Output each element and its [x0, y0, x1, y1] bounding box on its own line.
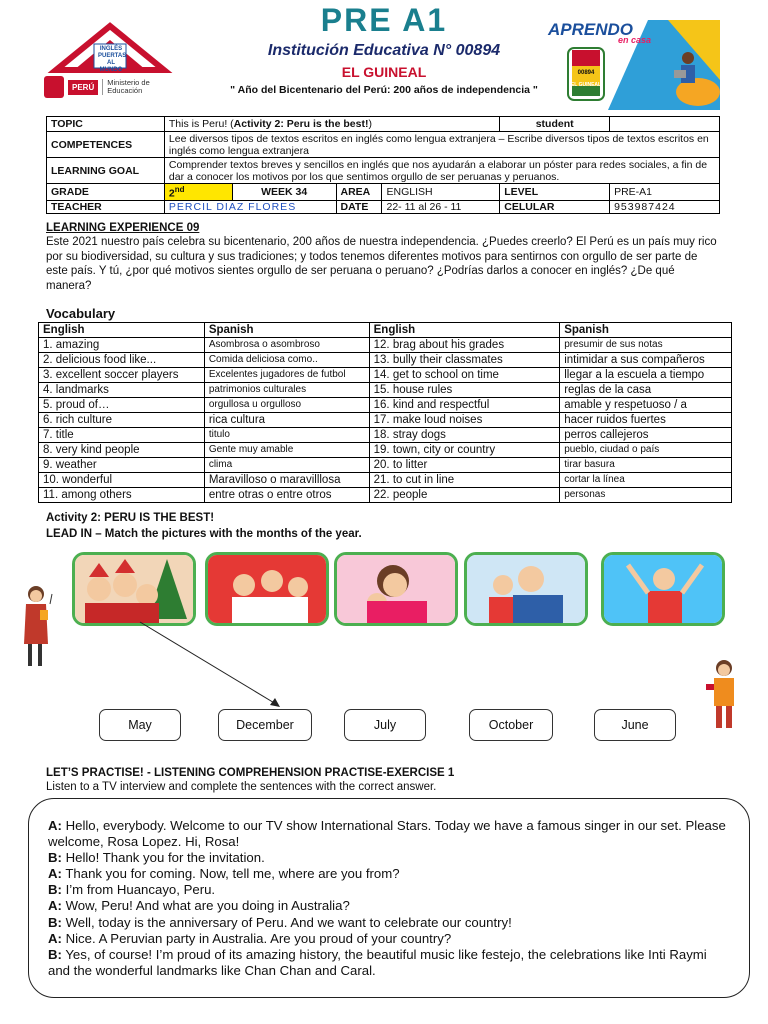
vocabulary-row [39, 413, 732, 428]
learning-goal-label: LEARNING GOAL [47, 158, 165, 184]
month-option-october[interactable]: October [469, 709, 553, 741]
voc-cell: personas [560, 488, 732, 503]
voc-cell: hacer ruidos fuertes [560, 413, 732, 428]
school-name: EL GUINEAL [341, 64, 427, 80]
month-option-may[interactable]: May [99, 709, 181, 741]
voc-cell: intimidar a sus compañeros [560, 353, 732, 368]
vocabulary-row [39, 383, 732, 398]
voc-cell: 18. stray dogs [369, 428, 560, 443]
voc-cell: 22. people [369, 488, 560, 503]
dialogue-line-text: Thank you for coming. Now, tell me, where are you from? [61, 866, 400, 882]
voc-header-spanish-2: Spanish [560, 323, 732, 338]
dialogue-line-text: Nice. A Peruvian party in Australia. Are you proud of your country? [61, 930, 452, 946]
voc-cell: Gente muy amable [204, 443, 369, 458]
month-option-july[interactable]: July [344, 709, 426, 741]
logo-text-1: INGLÉS [99, 46, 123, 52]
speaker-label: A: [48, 898, 62, 914]
celular-value: 953987424 [610, 200, 720, 213]
dialogue-line-text: Well, today is the anniversary of Peru. And we want to celebrate our country! [61, 914, 512, 930]
dialogue-line-text: Hello, everybody. Welcome to our TV show International Stars. Today we have a famous singer in our set. Please welcome, Rosa Lopez. Hi, Rosa! [48, 818, 726, 850]
voc-cell: 12. brag about his grades [369, 338, 560, 353]
voc-cell: amable y respetuoso / a [560, 398, 732, 413]
vocabulary-row [39, 338, 732, 353]
crest-number: 00894 [577, 70, 595, 76]
voc-cell: reglas de la casa [560, 383, 732, 398]
institution-name: Institución Educativa N° 00894 [267, 42, 501, 59]
dialogue-line [48, 947, 728, 979]
topic-value: This is Peru! (Activity 2: Peru is the best!) [164, 117, 499, 132]
speaker-label: A: [48, 866, 62, 882]
dialogue-line [48, 882, 728, 898]
voc-cell: 20. to litter [369, 458, 560, 473]
teacher-value: PERCIL DIAZ FLORES [164, 200, 336, 213]
voc-cell: 16. kind and respectful [369, 398, 560, 413]
aprendo-title: APRENDO [548, 20, 634, 39]
grade-label: GRADE [47, 184, 165, 201]
speaker-label: B: [48, 914, 62, 930]
voc-cell: 14. get to school on time [369, 368, 560, 383]
voc-cell: Maravilloso o maravilllosa [204, 473, 369, 488]
student-field[interactable] [610, 117, 720, 132]
lead-in-instruction: LEAD IN – Match the pictures with the months of the year. [46, 528, 362, 540]
voc-cell: presumir de sus notas [560, 338, 732, 353]
voc-cell: 11. among others [39, 488, 205, 503]
competences-label: COMPETENCES [47, 132, 165, 158]
voc-cell: 9. weather [39, 458, 205, 473]
independence-day-picture[interactable] [205, 552, 329, 626]
vocabulary-row [39, 458, 732, 473]
voc-cell: 3. excellent soccer players [39, 368, 205, 383]
learning-experience-title: LEARNING EXPERIENCE 09 [46, 222, 200, 234]
vocabulary-row [39, 398, 732, 413]
topic-label: TOPIC [47, 117, 165, 132]
vocabulary-row [39, 473, 732, 488]
voc-cell: 5. proud of… [39, 398, 205, 413]
logo-text-2: PUERTAS [98, 53, 127, 59]
dialogue-line-text: Yes, of course! I’m proud of its amazing history, the beautiful music like festejo, the celebrations like Inti Raymi and the wonderful landmarks like Chan Chan and Caral. [48, 946, 707, 978]
dialogue-line [48, 818, 728, 850]
voc-cell: Excelentes jugadores de futbol [204, 368, 369, 383]
speaker-label: A: [48, 930, 62, 946]
voc-cell: patrimonios culturales [204, 383, 369, 398]
dialogue-line [48, 850, 728, 866]
dialogue-line-text: Wow, Peru! And what are you doing in Australia? [61, 898, 350, 914]
course-info-table [46, 116, 720, 214]
vocabulary-table [38, 322, 732, 503]
pre-a1-title: PRE A1 [320, 2, 448, 38]
voc-cell: 17. make loud noises [369, 413, 560, 428]
dialogue-line [48, 931, 728, 947]
student-label: student [500, 117, 610, 132]
year-motto: " Año del Bicentenario del Perú: 200 años de independencia " [230, 84, 538, 96]
area-value: ENGLISH [382, 184, 500, 201]
crest-name: EL GUINEAL [570, 82, 602, 88]
vocabulary-title: Vocabulary [46, 306, 116, 321]
week-label: WEEK 34 [232, 184, 336, 201]
voc-cell: tirar basura [560, 458, 732, 473]
vocabulary-row [39, 488, 732, 503]
dialogue-line-text: Hello! Thank you for the invitation. [61, 850, 265, 866]
voc-cell: 7. title [39, 428, 205, 443]
boy-with-flag-illustration [700, 654, 744, 738]
dialogue-text [48, 818, 728, 979]
girl-with-flag-illustration [14, 574, 54, 670]
voc-cell: 1. amazing [39, 338, 205, 353]
voc-cell: 10. wonderful [39, 473, 205, 488]
date-label: DATE [336, 200, 382, 213]
voc-cell: Comida deliciosa como.. [204, 353, 369, 368]
voc-header-english-2: English [369, 323, 560, 338]
voc-cell: pueblo, ciudad o país [560, 443, 732, 458]
voc-cell: 21. to cut in line [369, 473, 560, 488]
voc-cell: 2. delicious food like... [39, 353, 205, 368]
fathers-day-picture[interactable] [464, 552, 588, 626]
voc-cell: entre otras o entre otros [204, 488, 369, 503]
dialogue-line-text: I’m from Huancayo, Peru. [61, 882, 216, 898]
mothers-day-picture[interactable] [334, 552, 458, 626]
practise-subtitle: Listen to a TV interview and complete the sentences with the correct answer. [46, 781, 437, 793]
month-option-june[interactable]: June [594, 709, 676, 741]
vocabulary-row [39, 353, 732, 368]
logo-text-3: AL MUNDO [99, 60, 123, 73]
celular-label: CELULAR [500, 200, 610, 213]
speaker-label: A: [48, 818, 62, 833]
christmas-family-picture[interactable] [72, 552, 196, 626]
voc-cell: 8. very kind people [39, 443, 205, 458]
voc-cell: perros callejeros [560, 428, 732, 443]
date-value: 22- 11 al 26 - 11 [382, 200, 500, 213]
aprendo-en-casa-logo [548, 20, 720, 110]
voc-cell: cortar la línea [560, 473, 732, 488]
voc-header-english-1: English [39, 323, 205, 338]
teacher-label: TEACHER [47, 200, 165, 213]
learning-experience-text: Este 2021 nuestro país celebra su bicentenario, 200 años de nuestra independencia. ¿Puedes creerlo? El Perú es un país muy rico por su biodiversidad, su cultura y sus tradiciones; y todos tenemos diferentes motivos para sentirnos con orgullo de ser parte de este país. Y tú, ¿por qué motivos sientes orgullo de ser peruana o peruano? ¿Podrías darlos a conocer en inglés? ¿De qué manera? [46, 236, 717, 292]
voc-cell: 4. landmarks [39, 383, 205, 398]
voc-header-spanish-1: Spanish [204, 323, 369, 338]
peru-label: PERÚ [68, 80, 98, 95]
voc-cell: clima [204, 458, 369, 473]
voc-cell: titulo [204, 428, 369, 443]
area-label: AREA [336, 184, 382, 201]
practise-title: LET’S PRACTISE! - LISTENING COMPREHENSION PRACTISE-EXERCISE 1 [46, 767, 455, 779]
voc-cell: 19. town, city or country [369, 443, 560, 458]
level-value: PRE-A1 [610, 184, 720, 201]
dialogue-line [48, 898, 728, 914]
speaker-label: B: [48, 946, 62, 962]
peruvian-fiesta-picture[interactable] [601, 552, 725, 626]
grade-value: 2nd [164, 184, 232, 201]
speaker-label: B: [48, 882, 62, 898]
voc-cell: llegar a la escuela a tiempo [560, 368, 732, 383]
voc-cell: 6. rich culture [39, 413, 205, 428]
voc-cell: 15. house rules [369, 383, 560, 398]
activity-title: Activity 2: PERU IS THE BEST! [46, 512, 215, 524]
learning-goal-value: Comprender textos breves y sencillos en inglés que nos ayudarán a elaborar un póster para redes sociales, a fin de dar a conocer los motivos por los que sentimos orgullo de ser peruanas y peruanos. [164, 158, 719, 184]
ministry-label: Ministerio de Educación [102, 79, 151, 95]
vocabulary-row [39, 443, 732, 458]
dialogue-line [48, 915, 728, 931]
competences-value: Lee diversos tipos de textos escritos en inglés como lengua extranjera – Escribe diversos tipos de textos escritos en inglés como lengua extranjera [164, 132, 719, 158]
voc-cell: Asombrosa o asombroso [204, 338, 369, 353]
voc-cell: 13. bully their classmates [369, 353, 560, 368]
level-label: LEVEL [500, 184, 610, 201]
vocabulary-row [39, 428, 732, 443]
speaker-label: B: [48, 850, 62, 866]
aprendo-subtitle: en casa [618, 35, 652, 45]
vocabulary-row [39, 368, 732, 383]
voc-cell: orgullosa u orgulloso [204, 398, 369, 413]
dialogue-line [48, 866, 728, 882]
month-option-december[interactable]: December [218, 709, 312, 741]
example-match-arrow [130, 618, 290, 712]
voc-cell: rica cultura [204, 413, 369, 428]
